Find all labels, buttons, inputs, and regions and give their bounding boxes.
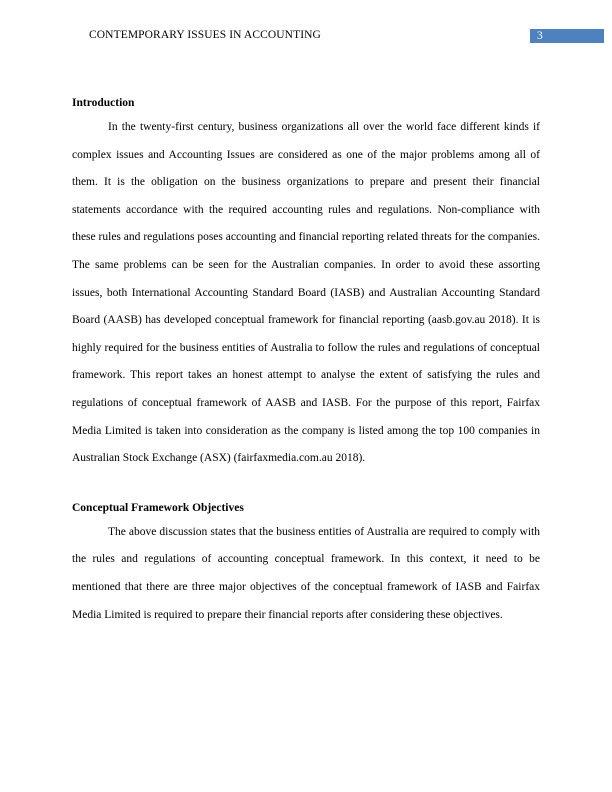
- paragraph-introduction: In the twenty-first century, business organizations all over the world face different kinds if complex issues and Accounting Issues are considered as one of the major problems among all of them. It is the obligation on the business organizations to prepare and present their financial statements accordance with the required accounting rules and regulations. Non-compliance with these rules and regulations poses accounting and financial reporting related threats for the companies. The same problems can be seen for the Australian companies. In order to avoid these assorting issues, both International Accounting Standard Board (IASB) and Australian Accounting Standard Board (AASB) has developed conceptual framework for financial reporting (aasb.gov.au 2018). It is highly required for the business entities of Australia to follow the rules and regulations of conceptual framework. This report takes an honest attempt to analyse the extent of satisfying the rules and regulations of conceptual framework of AASB and IASB. For the purpose of this report, Fairfax Media Limited is taken into consideration as the company is listed among the top 100 companies in Australian Stock Exchange (ASX) (fairfaxmedia.com.au 2018).: [72, 121, 540, 465]
- section-spacer: [72, 473, 540, 497]
- section-introduction: [72, 92, 540, 473]
- document-body: [72, 92, 540, 629]
- section-heading-conceptual-framework-objectives: Conceptual Framework Objectives: [72, 501, 244, 514]
- section-heading-introduction: Introduction: [72, 97, 135, 109]
- running-header-title: CONTEMPORARY ISSUES IN ACCOUNTING: [89, 29, 321, 41]
- section-conceptual-framework-objectives: [72, 497, 540, 629]
- paragraph-conceptual-framework-objectives: The above discussion states that the business entities of Australia are required to comply with the rules and regulations of accounting conceptual framework. In this context, it need to be mentioned that there are three major objectives of the conceptual framework of IASB and Fairfax Media Limited is required to prepare their financial reports after considering these objectives.: [72, 525, 540, 621]
- page-number-bar: [530, 29, 604, 43]
- page-number: 3: [537, 30, 543, 42]
